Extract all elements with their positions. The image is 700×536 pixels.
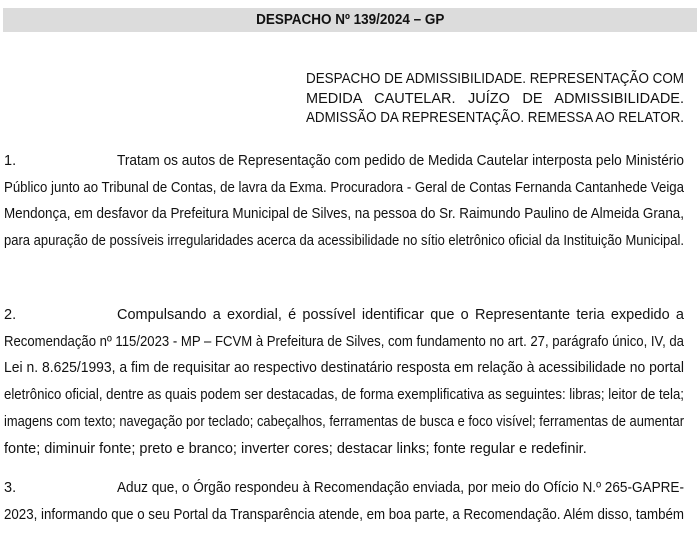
document-header-bar: [3, 8, 697, 32]
paragraph-line: 2023, informando que o seu Portal da Transparência atende, em boa parte, a Recomendação. Além disso, também: [4, 506, 684, 523]
ementa-line: ADMISSÃO DA REPRESENTAÇÃO. REMESSA AO RELATOR.: [306, 110, 684, 126]
paragraph-number: 2.: [4, 307, 17, 323]
paragraph-text: Aduz que, o Órgão respondeu à Recomendação enviada, por meio do Ofício N.º 265-GAPRE-: [117, 480, 684, 496]
paragraph-1: [4, 148, 684, 255]
ementa-line: DESPACHO DE ADMISSIBILIDADE. REPRESENTAÇÃO COM: [306, 71, 684, 87]
paragraph-line: Mendonça, em desfavor da Prefeitura Municipal de Silves, na pessoa do Sr. Raimundo Paulino de Almeida Grana,: [4, 206, 684, 223]
paragraph-line: imagens com texto; navegação por teclado; cabeçalhos, ferramentas de busca e foco visível; ferramentas de aumentar: [4, 413, 684, 430]
ementa-line: MEDIDA CAUTELAR. JUÍZO DE ADMISSIBILIDADE.: [306, 90, 684, 107]
paragraph-number: 3.: [4, 480, 17, 496]
paragraph-line: Público junto ao Tribunal de Contas, de lavra da Exma. Procuradora - Geral de Contas Fernanda Cantanhede Veiga: [4, 179, 684, 196]
paragraph-line: eletrônico oficial, dentre as quais podem ser destacadas, de forma exemplificativa as seguintes: libras; leitor de tela;: [4, 387, 684, 404]
paragraph-2: [4, 302, 684, 462]
paragraph-line: fonte; diminuir fonte; preto e branco; inverter cores; destacar links; fonte regular e redefinir.: [4, 440, 587, 457]
paragraph-line: Recomendação nº 115/2023 - MP – FCVM à Prefeitura de Silves, com fundamento no art. 27, parágrafo único, IV, da: [4, 333, 684, 350]
paragraph-text: Tratam os autos de Representação com pedido de Medida Cautelar interposta pelo Ministério: [117, 153, 684, 169]
paragraph-first-line: [4, 475, 684, 502]
paragraph-first-line: [4, 148, 684, 175]
document-title: DESPACHO Nº 139/2024 – GP: [255, 12, 445, 28]
paragraph-line: para apuração de possíveis irregularidades acerca da acessibilidade no sítio eletrônico oficial da Instituição Municipal.: [4, 233, 684, 250]
paragraph-3: [4, 475, 684, 528]
paragraph-text: Compulsando a exordial, é possível identificar que o Representante teria expedido a: [117, 307, 684, 323]
paragraph-first-line: [4, 302, 684, 329]
paragraph-number: 1.: [4, 153, 17, 169]
paragraph-line: Lei n. 8.625/1993, a fim de requisitar ao respectivo destinatário resposta em relação à acessibilidade no portal: [4, 360, 684, 377]
ementa-block: [306, 70, 684, 129]
